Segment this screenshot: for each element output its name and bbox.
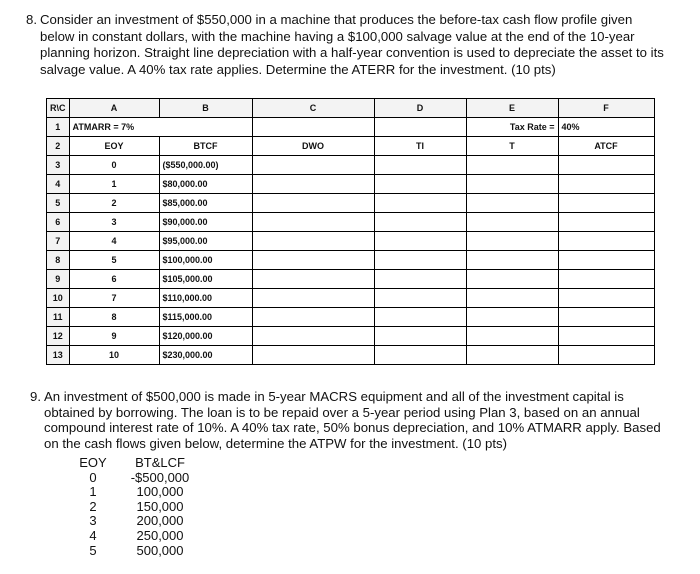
column-header-row bbox=[47, 99, 655, 118]
cash-flow-row bbox=[58, 500, 192, 515]
row-header: 8 bbox=[47, 251, 70, 270]
tax-rate-label-cell: Tax Rate = bbox=[466, 118, 558, 137]
cash-flow-value: 150,000 bbox=[136, 498, 184, 514]
question-9-number: 9. bbox=[30, 389, 41, 404]
btcf-header-cell: BTCF bbox=[159, 137, 252, 156]
atcf-header-cell: ATCF bbox=[558, 137, 654, 156]
eoy-header-cell: EOY bbox=[69, 137, 159, 156]
spreadsheet-table bbox=[46, 98, 655, 365]
ti-cell bbox=[374, 327, 466, 346]
ti-cell bbox=[374, 175, 466, 194]
dwo-cell bbox=[252, 289, 374, 308]
ti-cell bbox=[374, 232, 466, 251]
cash-flow-value: 500,000 bbox=[136, 542, 184, 558]
dwo-cell bbox=[252, 308, 374, 327]
cash-flow-eoy: 5 bbox=[89, 542, 97, 558]
ti-cell bbox=[374, 156, 466, 175]
cash-flow-value: 250,000 bbox=[136, 527, 184, 543]
t-cell bbox=[466, 270, 558, 289]
cash-flow-row bbox=[58, 471, 192, 486]
eoy-cell: 4 bbox=[69, 232, 159, 251]
table-row bbox=[47, 270, 655, 289]
row-header: 13 bbox=[47, 346, 70, 365]
t-cell bbox=[466, 289, 558, 308]
cash-flow-row bbox=[58, 514, 192, 529]
eoy-cell: 8 bbox=[69, 308, 159, 327]
cash-flow-eoy: 4 bbox=[89, 527, 97, 543]
tax-rate-value-cell: 40% bbox=[558, 118, 654, 137]
row-header: 11 bbox=[47, 308, 70, 327]
cash-flow-row bbox=[58, 529, 192, 544]
question-9 bbox=[30, 389, 670, 451]
t-cell bbox=[466, 327, 558, 346]
t-cell bbox=[466, 346, 558, 365]
cash-flow-row bbox=[58, 544, 192, 559]
column-header-f: F bbox=[558, 99, 654, 118]
row-header: 3 bbox=[47, 156, 70, 175]
cash-flow-list bbox=[58, 456, 192, 558]
row-header: 10 bbox=[47, 289, 70, 308]
btcf-cell: $230,000.00 bbox=[159, 346, 252, 365]
dwo-cell bbox=[252, 175, 374, 194]
btcf-cell: $85,000.00 bbox=[159, 194, 252, 213]
table-row bbox=[47, 346, 655, 365]
row-header: 12 bbox=[47, 327, 70, 346]
cash-flow-eoy: 2 bbox=[89, 498, 97, 514]
atcf-cell bbox=[558, 156, 654, 175]
table-row bbox=[47, 118, 655, 137]
ti-cell bbox=[374, 289, 466, 308]
column-header-b: B bbox=[159, 99, 252, 118]
atcf-cell bbox=[558, 194, 654, 213]
btcf-cell: ($550,000.00) bbox=[159, 156, 252, 175]
t-header-cell: T bbox=[466, 137, 558, 156]
atmarr-cell: ATMARR = 7% bbox=[69, 118, 252, 137]
atcf-cell bbox=[558, 232, 654, 251]
ti-cell bbox=[374, 270, 466, 289]
dwo-cell bbox=[252, 327, 374, 346]
dwo-cell bbox=[252, 213, 374, 232]
btcf-cell: $95,000.00 bbox=[159, 232, 252, 251]
atcf-cell bbox=[558, 213, 654, 232]
t-cell bbox=[466, 156, 558, 175]
row-header: 1 bbox=[47, 118, 70, 137]
table-row bbox=[47, 137, 655, 156]
eoy-cell: 1 bbox=[69, 175, 159, 194]
atcf-cell bbox=[558, 346, 654, 365]
btlcf-header: BT&LCF bbox=[135, 455, 185, 470]
btcf-cell: $115,000.00 bbox=[159, 308, 252, 327]
dwo-cell bbox=[252, 346, 374, 365]
table-row bbox=[47, 308, 655, 327]
question-8 bbox=[26, 12, 666, 78]
ti-header-cell: TI bbox=[374, 137, 466, 156]
cash-flow-eoy: 1 bbox=[89, 484, 97, 500]
table-row bbox=[47, 194, 655, 213]
t-cell bbox=[466, 251, 558, 270]
corner-cell: R\C bbox=[47, 99, 70, 118]
question-9-text: An investment of $500,000 is made in 5-year MACRS equipment and all of the investment capital is obtained by borrowing. The loan is to be repaid over a 5-year period using Plan 3, based on an annual compound interest rate of 10%. A 40% tax rate, 50% bonus depreciation, and 10% ATMARR apply. Based on the cash flows given below, determine the ATPW for the investment. (10 pts) bbox=[44, 389, 661, 451]
eoy-cell: 10 bbox=[69, 346, 159, 365]
cash-flow-header bbox=[58, 456, 192, 471]
question-8-number: 8. bbox=[26, 12, 37, 27]
dwo-cell bbox=[252, 270, 374, 289]
table-row bbox=[47, 232, 655, 251]
eoy-header: EOY bbox=[79, 455, 107, 470]
eoy-cell: 6 bbox=[69, 270, 159, 289]
table-row bbox=[47, 251, 655, 270]
dwo-cell bbox=[252, 194, 374, 213]
btcf-cell: $80,000.00 bbox=[159, 175, 252, 194]
table-row bbox=[47, 156, 655, 175]
column-header-a: A bbox=[69, 99, 159, 118]
btcf-cell: $105,000.00 bbox=[159, 270, 252, 289]
row-header: 6 bbox=[47, 213, 70, 232]
t-cell bbox=[466, 308, 558, 327]
atcf-cell bbox=[558, 308, 654, 327]
dwo-cell bbox=[252, 156, 374, 175]
t-cell bbox=[466, 213, 558, 232]
row-header: 7 bbox=[47, 232, 70, 251]
table-row bbox=[47, 213, 655, 232]
cash-flow-value: 100,000 bbox=[136, 484, 184, 500]
column-header-c: C bbox=[252, 99, 374, 118]
table-row bbox=[47, 175, 655, 194]
ti-cell bbox=[374, 194, 466, 213]
cash-flow-row bbox=[58, 485, 192, 500]
row-header: 5 bbox=[47, 194, 70, 213]
atcf-cell bbox=[558, 175, 654, 194]
btcf-cell: $120,000.00 bbox=[159, 327, 252, 346]
cash-flow-eoy: 0 bbox=[89, 469, 97, 485]
ti-cell bbox=[374, 213, 466, 232]
eoy-cell: 0 bbox=[69, 156, 159, 175]
atcf-cell bbox=[558, 270, 654, 289]
cash-flow-eoy: 3 bbox=[89, 513, 97, 529]
column-header-d: D bbox=[374, 99, 466, 118]
column-header-e: E bbox=[466, 99, 558, 118]
row-header: 9 bbox=[47, 270, 70, 289]
cash-flow-value: -$500,000 bbox=[130, 469, 190, 485]
atcf-cell bbox=[558, 327, 654, 346]
eoy-cell: 2 bbox=[69, 194, 159, 213]
ti-cell bbox=[374, 251, 466, 270]
btcf-cell: $100,000.00 bbox=[159, 251, 252, 270]
dwo-cell bbox=[252, 232, 374, 251]
t-cell bbox=[466, 194, 558, 213]
ti-cell bbox=[374, 308, 466, 327]
btcf-cell: $110,000.00 bbox=[159, 289, 252, 308]
dwo-cell bbox=[252, 251, 374, 270]
question-8-text: Consider an investment of $550,000 in a machine that produces the before-tax cash flow profile given below in constant dollars, with the machine having a $100,000 salvage value at the end of the 10-year planning horizon. Straight line depreciation with a half-year convention is used to depreciate the asset to its salvage value. A 40% tax rate applies. Determine the ATERR for the investment. (10 pts) bbox=[40, 12, 664, 77]
ti-cell bbox=[374, 346, 466, 365]
table-row bbox=[47, 327, 655, 346]
t-cell bbox=[466, 175, 558, 194]
eoy-cell: 9 bbox=[69, 327, 159, 346]
row-header: 2 bbox=[47, 137, 70, 156]
cash-flow-value: 200,000 bbox=[136, 513, 184, 529]
eoy-cell: 7 bbox=[69, 289, 159, 308]
eoy-cell: 5 bbox=[69, 251, 159, 270]
t-cell bbox=[466, 232, 558, 251]
dwo-header-cell: DWO bbox=[252, 137, 374, 156]
row-header: 4 bbox=[47, 175, 70, 194]
eoy-cell: 3 bbox=[69, 213, 159, 232]
table-row bbox=[47, 289, 655, 308]
atcf-cell bbox=[558, 251, 654, 270]
atcf-cell bbox=[558, 289, 654, 308]
btcf-cell: $90,000.00 bbox=[159, 213, 252, 232]
